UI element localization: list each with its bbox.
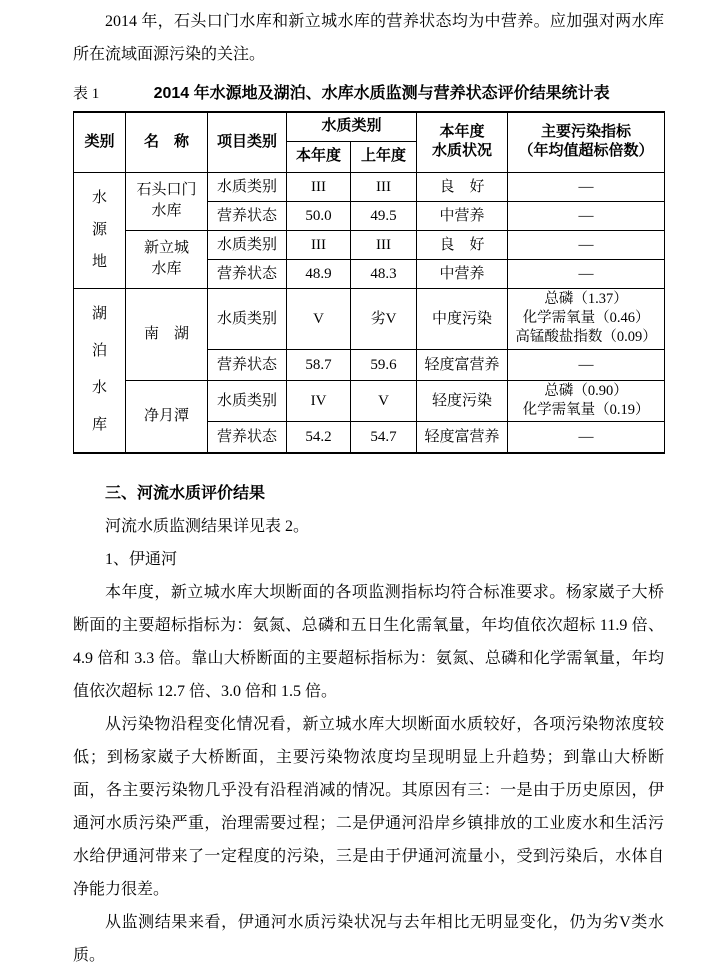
table-row bbox=[74, 230, 665, 259]
current-year-cell: V bbox=[287, 288, 351, 349]
col-header-status-line2: 水质状况 bbox=[432, 143, 493, 160]
body-paragraph-1: 本年度，新立城水库大坝断面的各项监测指标均符合标准要求。杨家崴子大桥断面的主要超标指标为：氨氮、总磷和五日生化需氧量，年均值依次超标 11.9 倍、4.9 倍和 3.3 倍。靠山大桥断面的主要超标指标为：氨氮、总磷和化学需氧量，年均值依次超标 12.7 倍、3.0 倍和 1.5 倍。 bbox=[73, 584, 664, 700]
name-line: 水库 bbox=[151, 261, 182, 277]
status-cell: 轻度富营养 bbox=[417, 349, 508, 380]
current-year-cell: 58.7 bbox=[287, 349, 351, 380]
indicators-cell: — bbox=[508, 421, 665, 453]
group-label: 湖泊水库 bbox=[92, 306, 108, 434]
col-header-category: 类别 bbox=[74, 112, 126, 172]
current-year-cell: 54.2 bbox=[287, 421, 351, 453]
indicators-cell: — bbox=[508, 259, 665, 288]
name-line: 净月潭 bbox=[143, 407, 189, 424]
name-cell-jingyuetan bbox=[126, 380, 208, 453]
status-cell: 轻度富营养 bbox=[417, 421, 508, 453]
section-heading: 三、河流水质评价结果 bbox=[105, 485, 266, 502]
status-cell: 中度污染 bbox=[417, 288, 508, 349]
indicators-cell bbox=[508, 380, 665, 421]
col-header-status bbox=[417, 112, 508, 172]
group-cell-lake-reservoir bbox=[74, 288, 126, 453]
indicator-line: 总磷（1.37） bbox=[544, 291, 628, 307]
subsection-heading: 1、伊通河 bbox=[105, 551, 178, 568]
indicator-line: 化学需氧量（0.46） bbox=[522, 310, 650, 326]
indicators-cell: — bbox=[508, 201, 665, 230]
col-header-indicators-line2: （年均值超标倍数） bbox=[518, 143, 654, 160]
table-caption-title: 2014 年水源地及湖泊、水库水质监测与营养状态评价结果统计表 bbox=[153, 85, 610, 102]
col-header-name: 名 称 bbox=[126, 112, 208, 172]
body-paragraph-3: 从监测结果来看，伊通河水质污染状况与去年相比无明显变化，仍为劣V类水质。 bbox=[73, 914, 664, 964]
current-year-cell: III bbox=[287, 172, 351, 201]
previous-year-cell: 劣V bbox=[351, 288, 417, 349]
name-cell-nanhu bbox=[126, 288, 208, 380]
name-line: 南 湖 bbox=[143, 325, 189, 342]
item-cell: 水质类别 bbox=[208, 288, 287, 349]
status-cell: 良 好 bbox=[417, 172, 508, 201]
table-header-row bbox=[74, 112, 665, 141]
intro-paragraph: 2014 年，石头口门水库和新立城水库的营养状态均为中营养。应加强对两水库所在流域面源污染的关注。 bbox=[73, 13, 664, 63]
col-header-item: 项目类别 bbox=[208, 112, 287, 172]
item-cell: 水质类别 bbox=[208, 230, 287, 259]
col-header-water-quality-class: 水质类别 bbox=[287, 112, 417, 141]
col-header-this-year: 本年度 bbox=[287, 141, 351, 172]
col-header-indicators-line1: 主要污染指标 bbox=[541, 124, 632, 141]
indicator-line: 总磷（0.90） bbox=[544, 382, 628, 399]
col-header-last-year: 上年度 bbox=[351, 141, 417, 172]
name-cell-xinlicheng bbox=[126, 230, 208, 288]
item-cell: 水质类别 bbox=[208, 380, 287, 421]
indicators-cell: — bbox=[508, 349, 665, 380]
table-row bbox=[74, 172, 665, 201]
current-year-cell: 50.0 bbox=[287, 201, 351, 230]
table-caption bbox=[73, 81, 664, 107]
current-year-cell: III bbox=[287, 230, 351, 259]
indicator-line: 高锰酸盐指数（0.09） bbox=[515, 329, 657, 345]
previous-year-cell: 59.6 bbox=[351, 349, 417, 380]
previous-year-cell: V bbox=[351, 380, 417, 421]
previous-year-cell: 48.3 bbox=[351, 259, 417, 288]
status-cell: 中营养 bbox=[417, 259, 508, 288]
name-line: 水库 bbox=[151, 203, 182, 219]
group-cell-water-source bbox=[74, 172, 126, 288]
indicators-cell: — bbox=[508, 172, 665, 201]
indicators-cell bbox=[508, 288, 665, 349]
status-cell: 轻度污染 bbox=[417, 380, 508, 421]
water-quality-table bbox=[73, 111, 665, 454]
current-year-cell: 48.9 bbox=[287, 259, 351, 288]
name-line: 石头口门 bbox=[136, 182, 197, 198]
item-cell: 水质类别 bbox=[208, 172, 287, 201]
previous-year-cell: III bbox=[351, 172, 417, 201]
table-row bbox=[74, 380, 665, 421]
col-header-status-line1: 本年度 bbox=[439, 124, 485, 141]
item-cell: 营养状态 bbox=[208, 259, 287, 288]
name-cell-shitoukoumen bbox=[126, 172, 208, 230]
name-line: 新立城 bbox=[143, 240, 189, 256]
previous-year-cell: 54.7 bbox=[351, 421, 417, 453]
table-row bbox=[74, 288, 665, 349]
section-lead: 河流水质监测结果详见表 2。 bbox=[105, 518, 310, 535]
indicators-cell: — bbox=[508, 230, 665, 259]
col-header-indicators bbox=[508, 112, 665, 172]
item-cell: 营养状态 bbox=[208, 349, 287, 380]
item-cell: 营养状态 bbox=[208, 421, 287, 453]
group-label: 水源地 bbox=[92, 190, 108, 270]
indicator-line: 化学需氧量（0.19） bbox=[522, 401, 650, 418]
previous-year-cell: 49.5 bbox=[351, 201, 417, 230]
status-cell: 中营养 bbox=[417, 201, 508, 230]
body-paragraph-2: 从污染物沿程变化情况看，新立城水库大坝断面水质较好，各项污染物浓度较低；到杨家崴子大桥断面，主要污染物浓度均呈现明显上升趋势；到靠山大桥断面，各主要污染物几乎没有沿程消减的情况。其原因有三：一是由于历史原因，伊通河水质污染严重，治理需要过程；二是伊通河沿岸乡镇排放的工业废水和生活污水给伊通河带来了一定程度的污染，三是由于伊通河流量小，受到污染后，水体自净能力很差。 bbox=[73, 716, 664, 898]
previous-year-cell: III bbox=[351, 230, 417, 259]
item-cell: 营养状态 bbox=[208, 201, 287, 230]
status-cell: 良 好 bbox=[417, 230, 508, 259]
current-year-cell: IV bbox=[287, 380, 351, 421]
table-caption-label: 表 1 bbox=[73, 86, 100, 102]
